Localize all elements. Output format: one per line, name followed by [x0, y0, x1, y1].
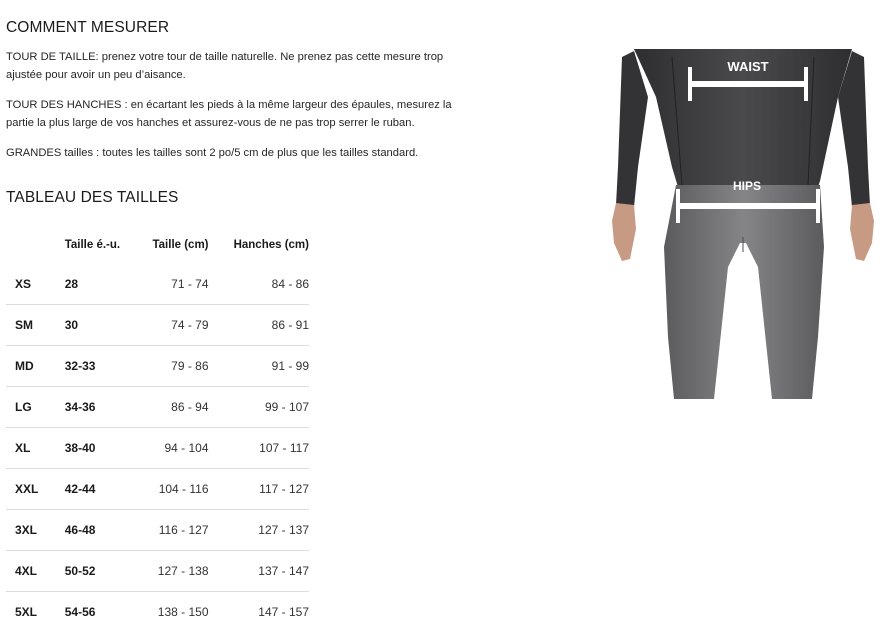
size-table: [6, 226, 309, 632]
cell-size: 4XL: [6, 551, 65, 592]
cell-us-size: 34-36: [65, 387, 133, 428]
cell-hips: 127 - 137: [209, 510, 309, 551]
cell-waist: 127 - 138: [133, 551, 209, 592]
cell-waist: 94 - 104: [133, 428, 209, 469]
table-row: [6, 510, 309, 551]
measurement-figure: [612, 47, 874, 399]
cell-us-size: 50-52: [65, 551, 133, 592]
cell-size: LG: [6, 387, 65, 428]
cell-size: XS: [15, 277, 32, 291]
cell-waist: 104 - 116: [133, 469, 209, 510]
table-row: [6, 428, 309, 469]
waist-instructions: TOUR DE TAILLE: prenez votre tour de taille naturelle. Ne prenez pas cette mesure trop ajustée pour avoir un peu d’aisance.: [6, 51, 444, 81]
cell-hips: 117 - 127: [209, 469, 309, 510]
cell-size: XL: [6, 428, 65, 469]
cell-waist: 74 - 79: [133, 305, 209, 346]
cell-waist: 71 - 74: [171, 277, 209, 291]
cell-us-size: 38-40: [65, 428, 133, 469]
cell-hips: 147 - 157: [209, 592, 309, 633]
table-row: [6, 305, 309, 346]
cell-size: 5XL: [6, 592, 65, 633]
cell-us-size: 32-33: [65, 346, 133, 387]
cell-hips: 99 - 107: [209, 387, 309, 428]
cell-hips: 91 - 99: [209, 346, 309, 387]
cell-us-size: 30: [65, 305, 133, 346]
size-chart-title: TABLEAU DES TAILLES: [6, 189, 179, 206]
waist-label: WAIST: [727, 59, 769, 74]
table-row: [6, 551, 309, 592]
cell-us-size: 28: [64, 277, 79, 291]
pants: [664, 185, 824, 399]
cell-us-size: 42-44: [65, 469, 133, 510]
cell-waist: 79 - 86: [133, 346, 209, 387]
cell-hips: 84 - 86: [271, 277, 309, 291]
cell-size: SM: [6, 305, 65, 346]
cell-us-size: 46-48: [65, 510, 133, 551]
cell-waist: 86 - 94: [133, 387, 209, 428]
table-row: [6, 264, 309, 305]
table-row: [6, 346, 309, 387]
cell-size: MD: [6, 346, 65, 387]
cell-waist: 138 - 150: [133, 592, 209, 633]
table-row: [6, 592, 309, 633]
cell-us-size: 54-56: [65, 592, 133, 633]
cell-hips: 107 - 117: [209, 428, 309, 469]
cell-waist: 116 - 127: [133, 510, 209, 551]
right-hand: [850, 203, 874, 261]
cell-hips: 86 - 91: [209, 305, 309, 346]
size-table-header: [6, 226, 309, 264]
how-to-measure-title: COMMENT MESURER: [6, 19, 170, 36]
header-us-size: Taille é.-u.: [64, 239, 121, 251]
header-waist: Taille (cm): [152, 239, 209, 251]
big-sizes-note: GRANDES tailles : toutes les tailles sont 2 po/5 cm de plus que les tailles standard.: [6, 147, 419, 159]
cell-size: 3XL: [6, 510, 65, 551]
header-size: [6, 226, 65, 264]
table-row: [6, 387, 309, 428]
header-hips: Hanches (cm): [233, 239, 309, 251]
hips-instructions: TOUR DES HANCHES : en écartant les pieds à la même largeur des épaules, mesurez la partie la plus large de vos hanches et assurez-vous de ne pas trop serrer le ruban.: [6, 99, 452, 129]
table-row: [6, 469, 309, 510]
cell-size: XXL: [6, 469, 65, 510]
left-hand: [612, 203, 636, 261]
hips-label: HIPS: [732, 179, 762, 193]
cell-hips: 137 - 147: [209, 551, 309, 592]
left-arm: [616, 51, 648, 207]
